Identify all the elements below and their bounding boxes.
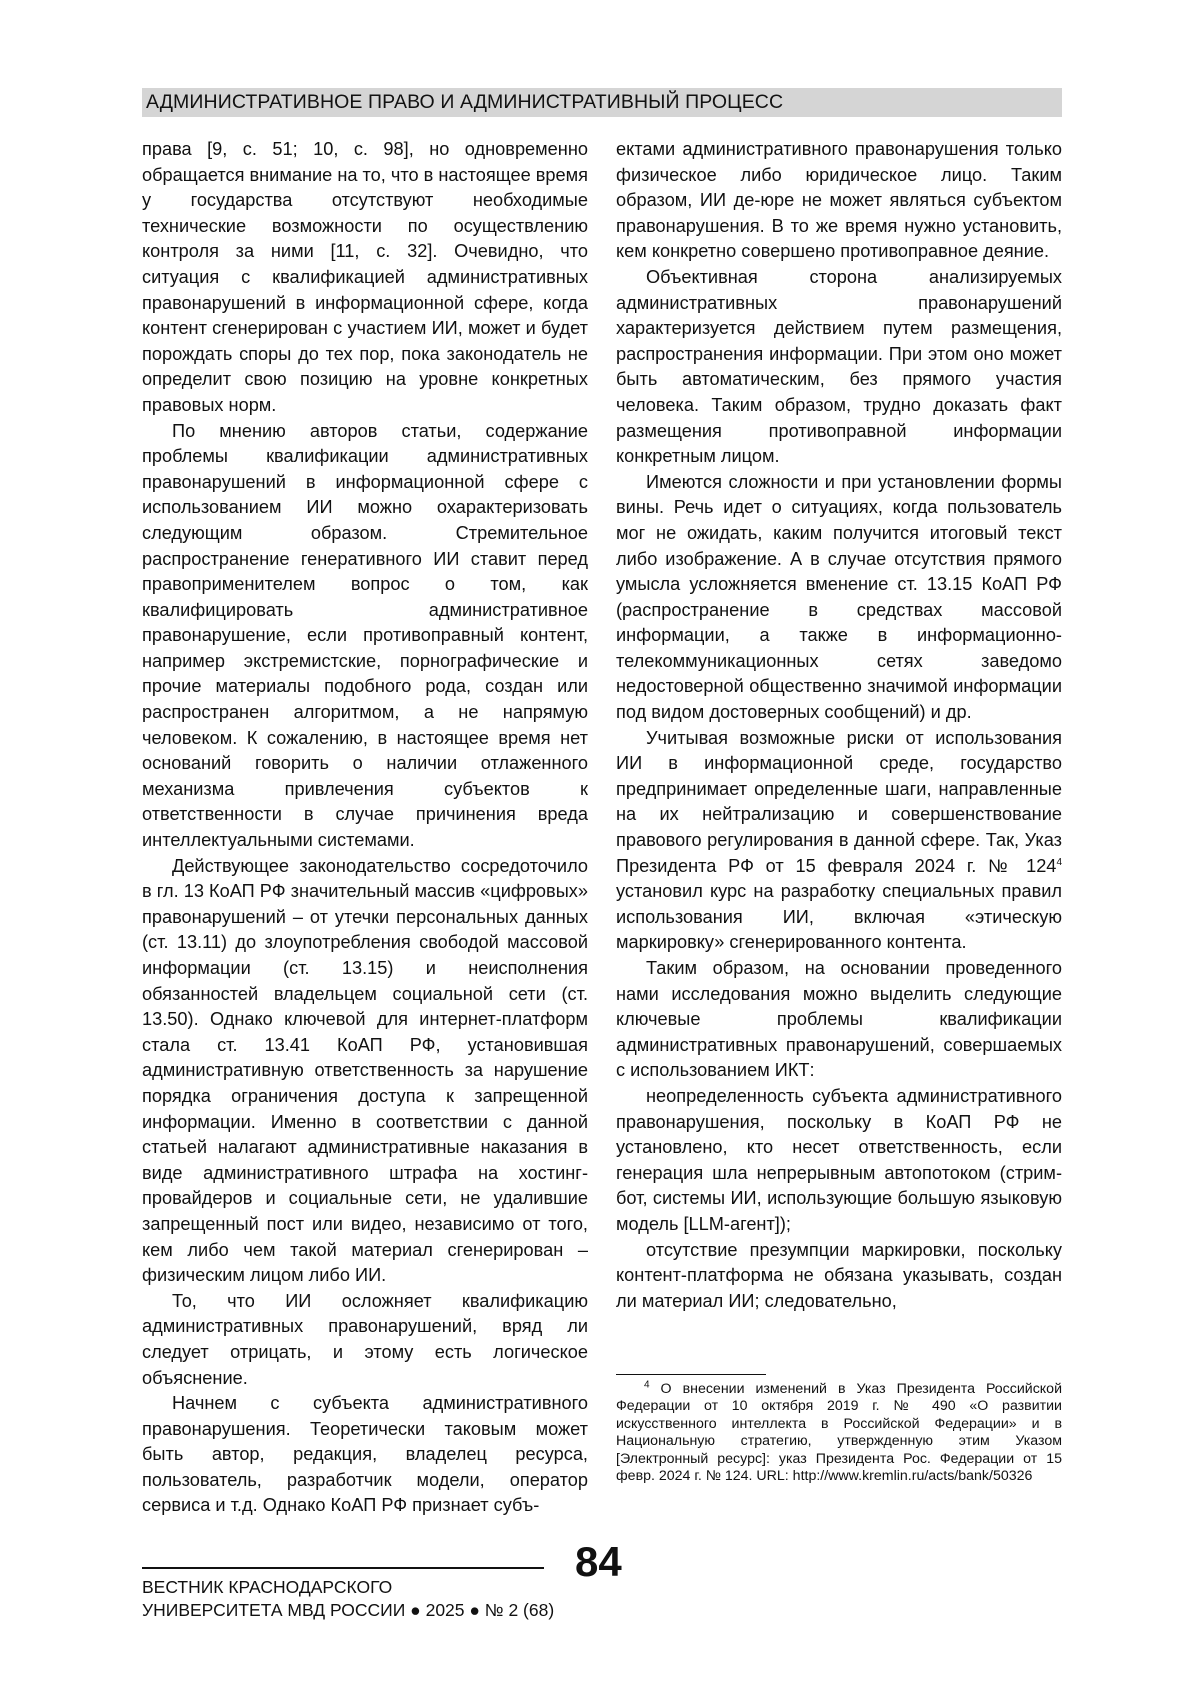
paragraph: Имеются сложности и при установлении формы вины. Речь идет о ситуациях, когда пользователь мог не ожидать, каким получится итоговый текст либо изображение. А в случае отсутствия прямого умысла усложняется вменение ст. 13.15 КоАП РФ (распространение в средствах массовой информации, а также в информационно-телекоммуникационных сетях заведомо недостоверной общественно значимой информации под видом достоверных сообщений) и др. [616,471,1062,723]
paragraph: По мнению авторов статьи, содержание проблемы квалификации административных правонарушений в информационной сфере с использованием ИИ можно охарактеризовать следующим образом. Стремительное распространение генеративного ИИ ставит перед правоприменителем вопрос о том, как квалифицировать административное правонарушение, если противоправный контент, например экстремистские, порнографические и прочие материалы подобного рода, создан или распространен алгоритмом, а не напрямую человеком. К сожалению, в настоящее время нет оснований говорить о наличии отлаженного механизма привлечения субъектов к ответственности в случае причинения вреда интеллектуальными системами. [142,420,588,851]
paragraph: Действующее законодательство сосредоточило в гл. 13 КоАП РФ значительный массив «цифровых» правонарушений – от утечки персональных данных (ст. 13.11) до злоупотребления свободой массовой информации (ст. 13.15) и неисполнения обязанностей владельцем социальной сети (ст. 13.50). Однако ключевой для интернет-платформ стала ст. 13.41 КоАП РФ, установившая административную ответственность за нарушение порядка ограничения доступа к запрещенной информации. Именно в соответствии с данной статьей налагают административные наказания в виде административного штрафа на хостинг-провайдеров и социальные сети, не удалившие запрещенный пост или видео, независимо от того, кем либо чем такой материал сгенерирован – физическим лицом либо ИИ. [142,855,588,1286]
journal-name-line1: ВЕСТНИК КРАСНОДАРСКОГО [142,1577,393,1597]
paragraph: Таким образом, на основании проведенного нами исследования можно выделить следующие ключевые проблемы квалификации административных правонарушений, совершаемых с использованием ИКТ: [616,958,1062,1081]
page-number: 84 [575,1538,622,1585]
footnote-mark: 4 [644,1379,650,1391]
right-text-column [616,137,1062,1377]
paragraph: Начнем с субъекта административного правонарушения. Теоретически таковым может быть автор, редакция, владелец ресурса, пользователь, разработчик модели, оператор сервиса и т.д. Однако КоАП РФ признает субъ- [142,1393,588,1516]
footnote-reference[interactable]: 4 [1056,856,1062,868]
paragraph: ектами административного правонарушения только физическое либо юридическое лицо. Таким образом, ИИ де-юре не может являться субъектом правонарушения. В то же время нужно установить, кем конкретно совершено противоправное деяние. [616,139,1062,262]
left-text-column [142,137,588,1537]
footnote-divider [616,1374,766,1375]
footer-divider [142,1567,544,1569]
paragraph-text: Учитывая возможные риски от использования ИИ в информационной среде, государство предпринимает определенные шаги, направленные на их нейтрализацию и совершенствование правового регулирования в данной сфере. Так, Указ Президента РФ от 15 февраля 2024 г. № 124 [616,727,1062,876]
paragraph-with-footnote-ref [616,726,1062,956]
list-item: неопределенность субъекта административного правонарушения, поскольку в КоАП РФ не установлено, кто несет ответственность, если генерация шла непрерывным автопотоком (стрим-бот, системы ИИ, использующие большую языковую модель [LLM-агент]); [616,1085,1062,1234]
paragraph-text: установил курс на разработку специальных правил использования ИИ, включая «этическую маркировку» сгенерированного контента. [616,881,1062,953]
footnote [616,1381,1062,1485]
journal-name-line2: УНИВЕРСИТЕТА МВД РОССИИ ● 2025 ● № 2 (68) [142,1600,555,1620]
list-item: отсутствие презумпции маркировки, поскольку контент-платформа не обязана указывать, создан ли материал ИИ; следовательно, [616,1239,1062,1311]
paragraph: права [9, с. 51; 10, с. 98], но одновременно обращается внимание на то, что в настоящее время у государства отсутствуют необходимые технические возможности по осуществлению контроля за ними [11, с. 32]. Очевидно, что ситуация с квалификацией административных правонарушений в информационной сфере, когда контент сгенерирован с участием ИИ, может и будет порождать споры до тех пор, пока законодатель не определит свою позицию на уровне конкретных правовых норм. [142,139,589,415]
section-title: АДМИНИСТРАТИВНОЕ ПРАВО И АДМИНИСТРАТИВНЫЙ ПРОЦЕСС [146,91,784,113]
paragraph: То, что ИИ осложняет квалификацию административных правонарушений, вряд ли следует отрицать, и этому есть логическое объяснение. [142,1290,588,1388]
footnote-text: О внесении изменений в Указ Президента Российской Федерации от 10 октября 2019 г. № 490 «О развитии искусственного интеллекта в Российской Федерации» и в Национальную стратегию, утвержденную этим Указом [Электронный ресурс]: указ Президента Рос. Федерации от 15 февр. 2024 г. № 124. URL: http://www.kremlin.ru/acts/bank/50326 [616,1381,1062,1485]
paragraph: Объективная сторона анализируемых административных правонарушений характеризуется действием путем размещения, распространения информации. При этом оно может быть автоматическим, без прямого участия человека. Таким образом, трудно доказать факт размещения противоправной информации конкретным лицом. [616,266,1062,467]
